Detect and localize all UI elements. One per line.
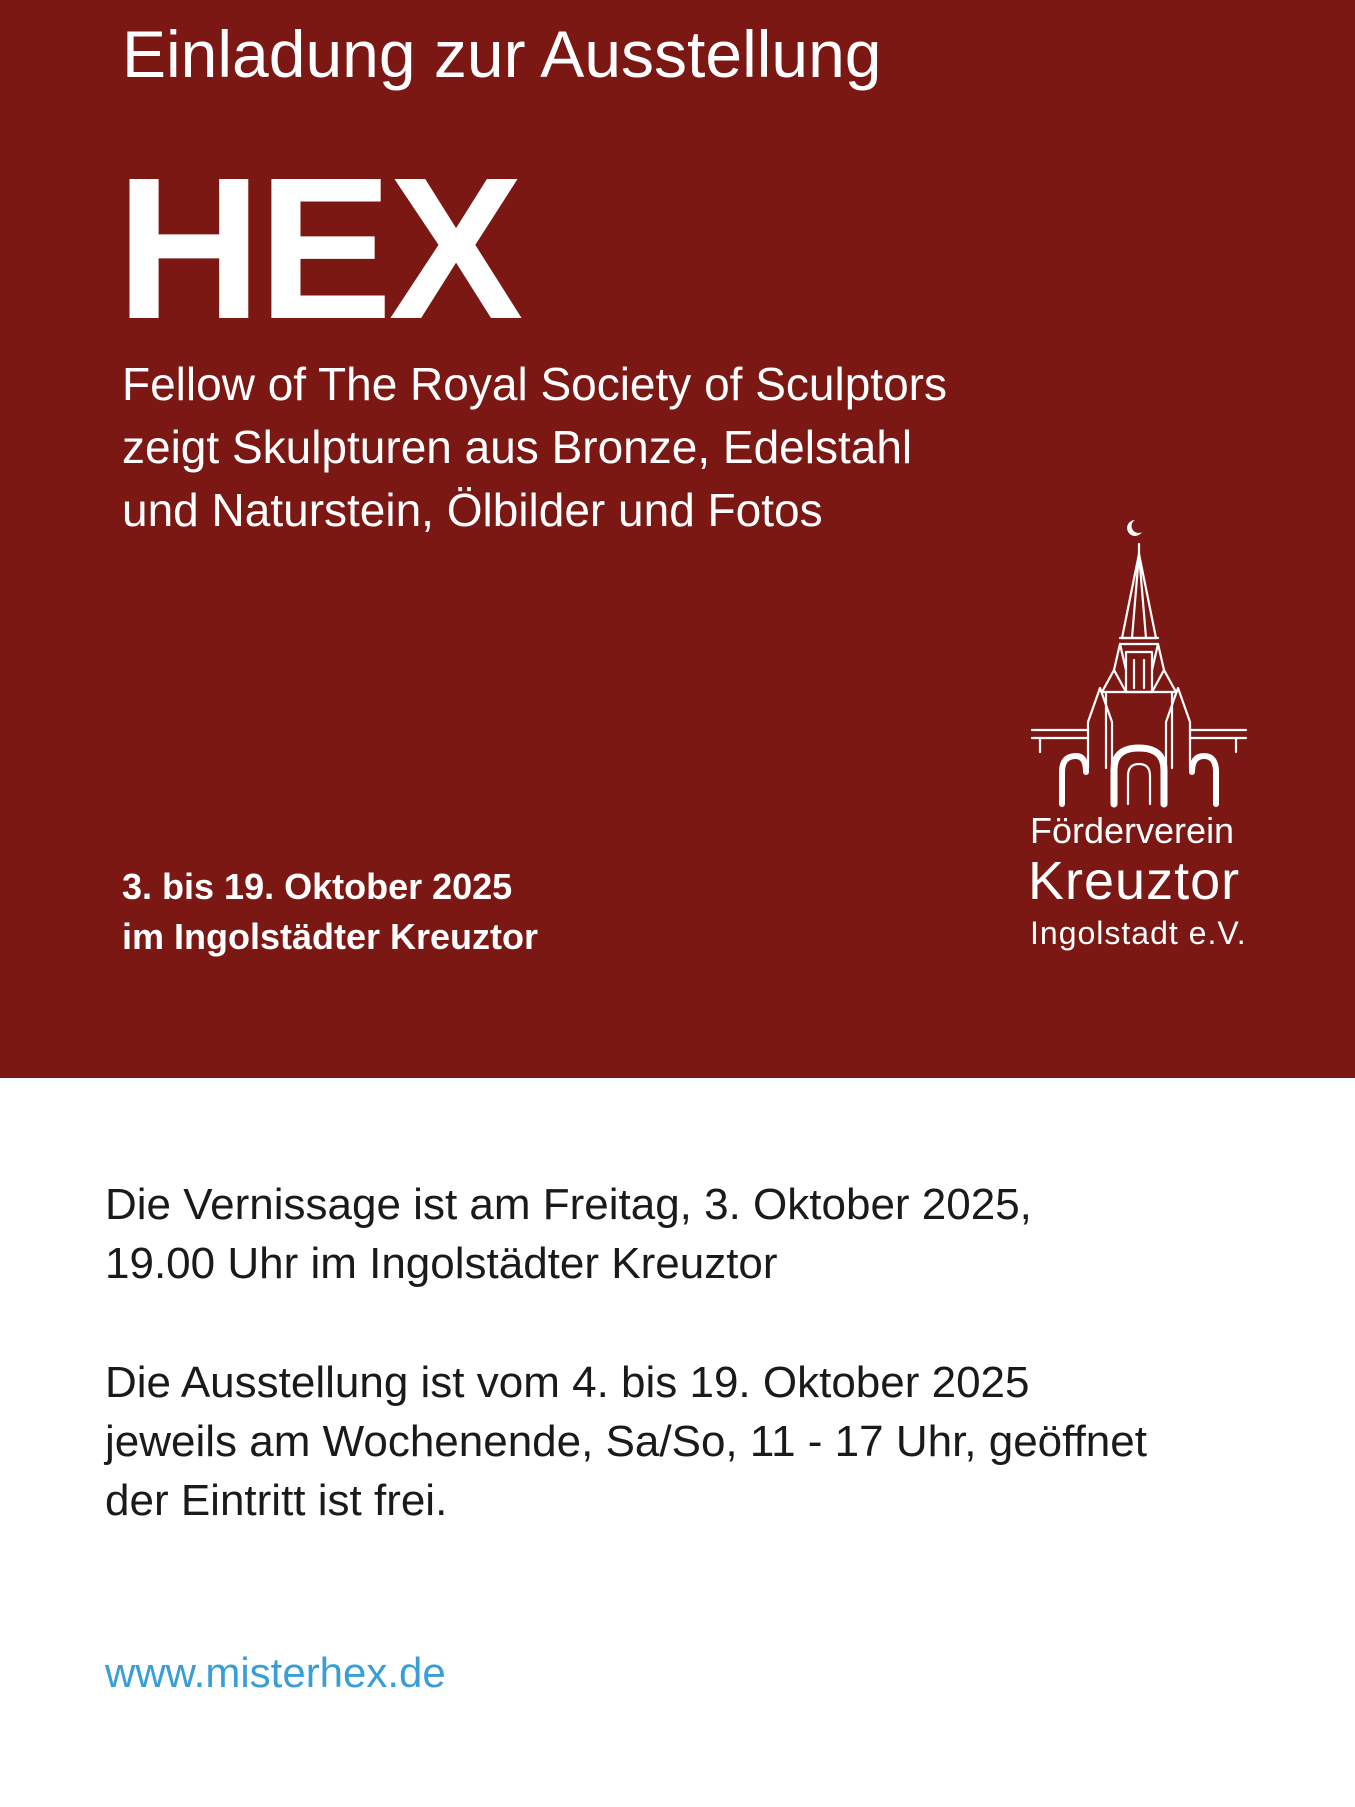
artist-name: HEX: [116, 135, 520, 361]
paragraph-line: 19.00 Uhr im Ingolstädter Kreuztor: [105, 1239, 778, 1288]
description-line: und Naturstein, Ölbilder und Fotos: [122, 484, 823, 536]
logo-text-foerderverein: Förderverein: [1030, 810, 1235, 851]
venue-line: im Ingolstädter Kreuztor: [122, 916, 539, 957]
dates-line: 3. bis 19. Oktober 2025: [122, 866, 513, 907]
paragraph-line: Die Vernissage ist am Freitag, 3. Oktober 2025,: [105, 1180, 1032, 1229]
exhibition-dates: [122, 862, 538, 962]
logo-text-kreuztor: Kreuztor: [1028, 851, 1241, 911]
description-line: Fellow of The Royal Society of Sculptors: [122, 358, 947, 410]
foerderverein-logo: [1028, 520, 1258, 980]
invitation-subtitle: Einladung zur Ausstellung: [122, 17, 882, 91]
website-link[interactable]: www.misterhex.de: [105, 1649, 446, 1696]
description-line: zeigt Skulpturen aus Bronze, Edelstahl: [122, 421, 913, 473]
kreuztor-gate-icon: [1028, 520, 1258, 810]
vernissage-paragraph: [105, 1175, 1032, 1293]
paragraph-line: jeweils am Wochenende, Sa/So, 11 - 17 Uhr, geöffnet: [105, 1417, 1147, 1466]
logo-text-ingolstadt: Ingolstadt e.V.: [1030, 915, 1247, 951]
invitation-details: [0, 1078, 1355, 1807]
opening-hours-paragraph: [105, 1353, 1147, 1530]
paragraph-line: Die Ausstellung ist vom 4. bis 19. Oktober 2025: [105, 1358, 1030, 1407]
exhibition-description: [122, 353, 947, 542]
paragraph-line: der Eintritt ist frei.: [105, 1476, 448, 1525]
